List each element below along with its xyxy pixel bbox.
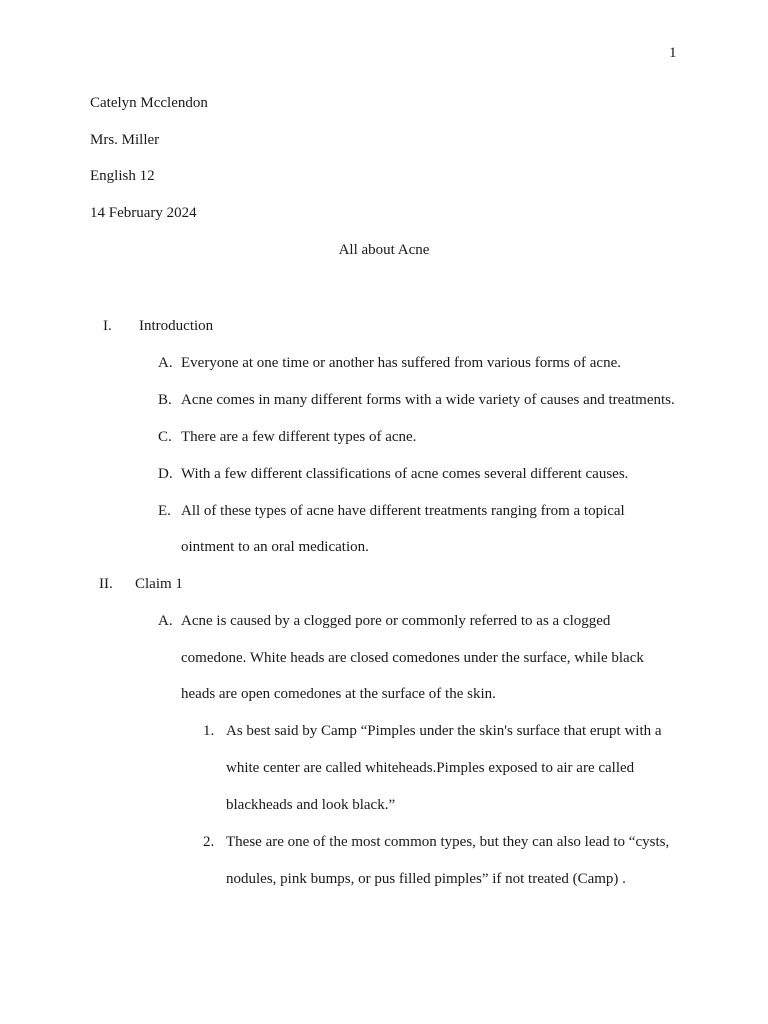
item-text: There are a few different types of acne. [181, 429, 417, 445]
item-marker: E. [158, 503, 171, 519]
item-marker: B. [158, 392, 172, 408]
item-marker: C. [158, 429, 172, 445]
section-marker: I. [103, 318, 112, 334]
author-name: Catelyn Mcclendon [90, 95, 208, 111]
item-marker: A. [158, 355, 173, 371]
subitem-text: These are one of the most common types, but they can also lead to “cysts, [226, 834, 670, 850]
item-text: Acne comes in many different forms with a wide variety of causes and treatments. [181, 392, 675, 408]
subitem-text: As best said by Camp “Pimples under the skin's surface that erupt with a [226, 723, 662, 739]
item-text: Everyone at one time or another has suffered from various forms of acne. [181, 355, 621, 371]
item-text: All of these types of acne have different treatments ranging from a topical [181, 503, 625, 519]
item-text: With a few different classifications of acne comes several different causes. [181, 466, 629, 482]
course-name: English 12 [90, 168, 155, 184]
item-marker: A. [158, 613, 173, 629]
subitem-text: white center are called whiteheads.Pimples exposed to air are called [226, 760, 635, 776]
document-title: All about Acne [338, 242, 430, 258]
section-marker: II. [99, 576, 113, 592]
item-text: Acne is caused by a clogged pore or commonly referred to as a clogged [181, 613, 611, 629]
subitem-text: blackheads and look black.” [226, 797, 396, 813]
teacher-name: Mrs. Miller [90, 132, 160, 148]
item-text: heads are open comedones at the surface of the skin. [181, 686, 496, 702]
page-number: 1 [669, 45, 677, 61]
section-heading: Introduction [139, 318, 214, 334]
item-text: ointment to an oral medication. [181, 539, 369, 555]
item-marker: D. [158, 466, 173, 482]
subitem-marker: 2. [203, 834, 215, 850]
subitem-text: nodules, pink bumps, or pus filled pimples” if not treated (Camp) . [226, 871, 626, 887]
document-date: 14 February 2024 [90, 205, 197, 221]
section-heading: Claim 1 [135, 576, 183, 592]
subitem-marker: 1. [203, 723, 215, 739]
item-text: comedone. White heads are closed comedones under the surface, while black [181, 650, 644, 666]
